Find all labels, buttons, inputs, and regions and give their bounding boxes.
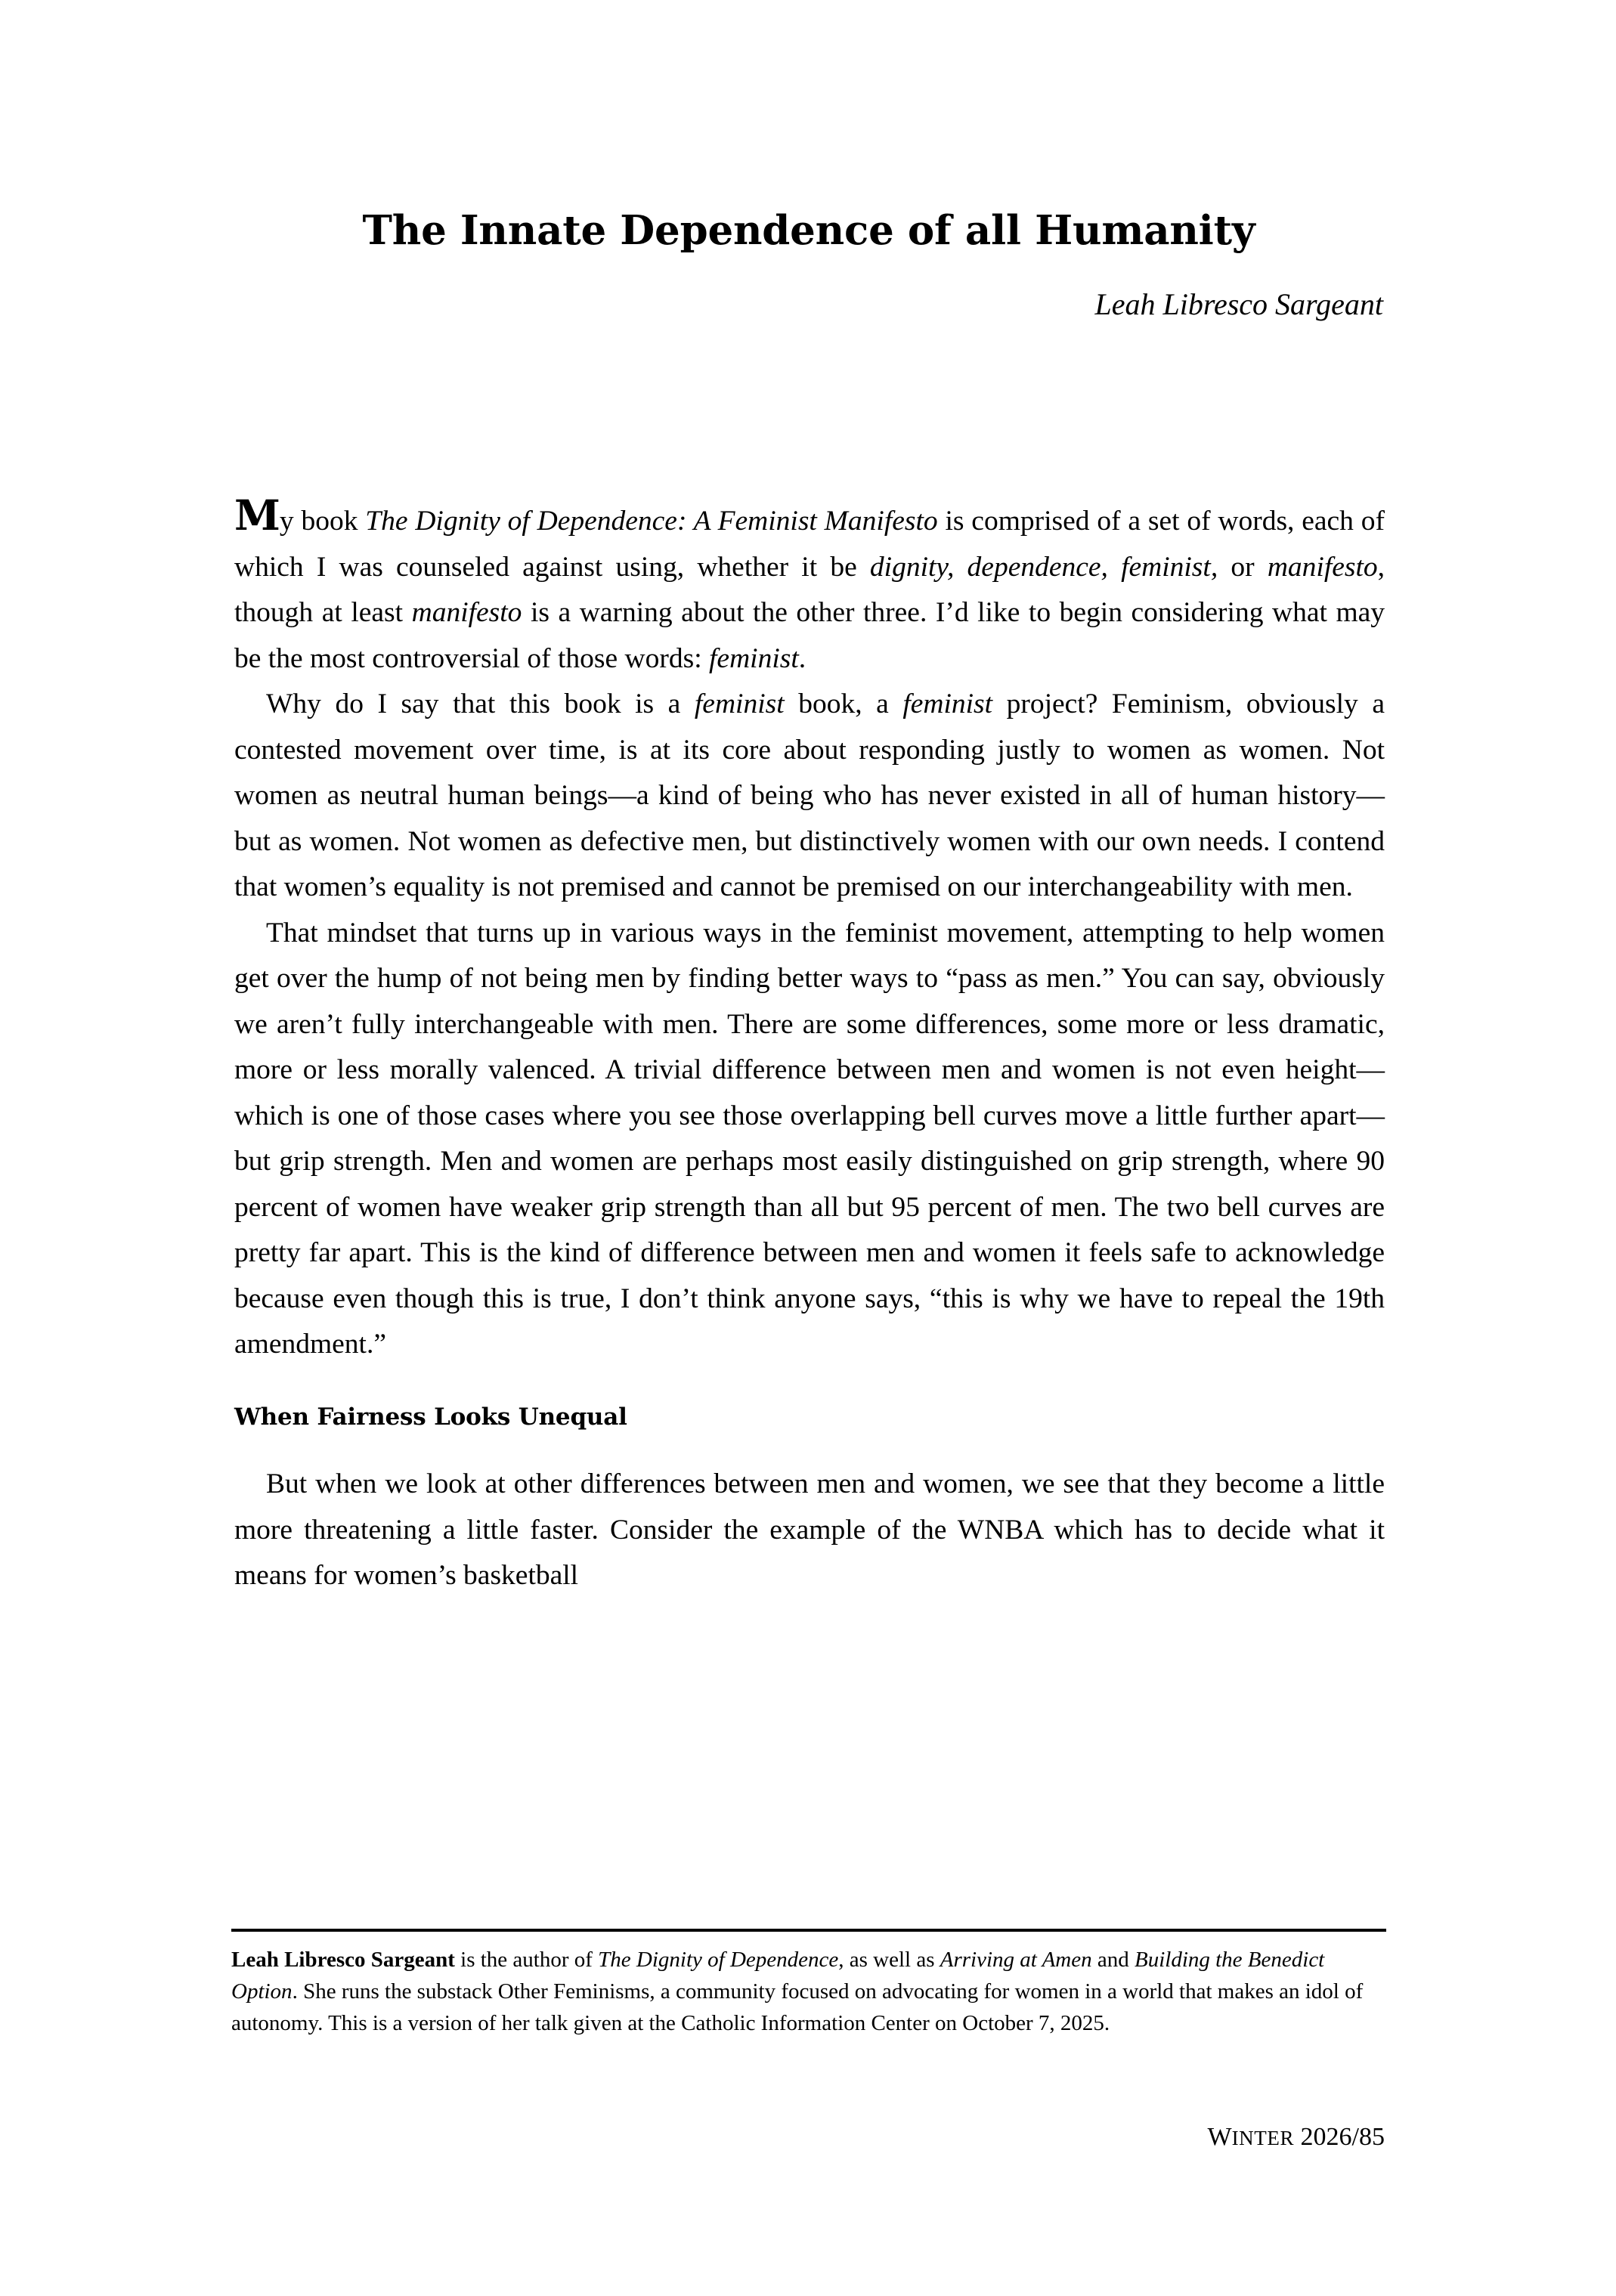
p1-italic-5: feminist	[709, 642, 799, 674]
footnote-run-4: . She runs the substack Other Feminisms, a community focused on advocating for women in a world that makes an idol of autonomy. This is a version of her talk given at the Catholic Information Center on October 7, 2025.	[231, 1979, 1364, 2035]
p1-italic-2: dignity, dependence, feminist,	[869, 551, 1218, 583]
paragraph-4: But when we look at other differences between men and women, we see that they become a little more threatening a little faster. Consider the example of the WNBA which has to decide what it means for women’s basketball	[234, 1468, 1385, 1592]
paragraph-1	[234, 490, 1385, 682]
footer-issue-number: 2026/85	[1294, 2123, 1385, 2151]
p2-italic-1: feminist	[694, 688, 785, 719]
p1-italic-1: The Dignity of Dependence: A Feminist Manifesto	[365, 506, 938, 537]
footnote-divider	[231, 1929, 1386, 1932]
footnote-italic-2: Arriving at Amen	[940, 1948, 1092, 1972]
p2-italic-2: feminist	[902, 688, 993, 719]
p1-run-6: .	[798, 642, 806, 674]
footnote-italic-3: Building the Benedict Option	[231, 1948, 1325, 2004]
article-body	[234, 490, 1385, 1599]
p1-italic-4: manifesto	[411, 597, 522, 628]
page-title: The Innate Dependence of all Humanity	[362, 207, 1255, 254]
spacer-after-subheading	[234, 1431, 1385, 1462]
p1-run-5: is a warning about the other three. I’d like to begin considering what may be the most controversial of those words:	[234, 597, 1385, 674]
p1-run-2: is comprised of a set of words, each of which I was counseled against using, whether it be	[234, 506, 1385, 583]
footnote-run-3: and	[1091, 1948, 1135, 1972]
footnote-italic-1: The Dignity of Dependence	[598, 1948, 839, 1972]
p1-run-3: or	[1218, 551, 1268, 583]
article-author: Leah Libresco Sargeant	[1094, 287, 1383, 322]
footer-season-rest: INTER	[1231, 2127, 1295, 2149]
dropcap-letter: M	[234, 490, 280, 540]
paragraph-3: That mindset that turns up in various ways in the feminist movement, attempting to help women get over the hump of not being men by finding better ways to “pass as men.” You can say, obviously we aren’t fully interchangeable with men. There are some differences, some more or less dramatic, more or less morally valenced. A trivial difference between men and women is not even height—which is one of those cases where you see those overlapping bell curves move a little further apart—but grip strength. Men and women are perhaps most easily distinguished on grip strength, where 90 percent of women have weaker grip strength than all but 95 percent of men. The two bell curves are pretty far apart. This is the kind of difference between men and women it feels safe to acknowledge because even though this is true, I don’t think anyone says, “this is why we have to repeal the 19th amendment.”	[234, 917, 1385, 1360]
title-block	[234, 209, 1383, 323]
paragraph-2	[234, 682, 1385, 911]
p1-italic-3: manifesto	[1267, 551, 1378, 583]
author-bio	[231, 1944, 1386, 2039]
p2-run-2: book, a	[784, 688, 903, 719]
footnote-run-1: is the author of	[454, 1948, 599, 1972]
issue-line	[234, 2122, 1385, 2153]
footnote-run-2: , as well as	[838, 1948, 940, 1972]
footer-season-initial: W	[1207, 2123, 1232, 2151]
p2-run-1: Why do I say that this book is a	[266, 688, 695, 719]
footnote-block	[231, 1929, 1386, 2039]
page-footer	[234, 2122, 1385, 2153]
p2-run-3: project? Feminism, obviously a contested movement over time, is at its core about responding justly to women as women. Not women as neutral human beings—a kind of being who has never existed in all of human history—but as women. Not women as defective men, but distinctively women with our own needs. I contend that women’s equality is not premised and cannot be premised on our interchangeability with men.	[234, 688, 1385, 902]
footnote-author-name: Leah Libresco Sargeant	[231, 1948, 455, 1972]
p1-run-1: y book	[279, 506, 366, 537]
p1-run-4: , though at least	[234, 551, 1385, 628]
spacer-before-subheading	[234, 1368, 1385, 1403]
section-subheading: When Fairness Looks Unequal	[234, 1403, 627, 1431]
